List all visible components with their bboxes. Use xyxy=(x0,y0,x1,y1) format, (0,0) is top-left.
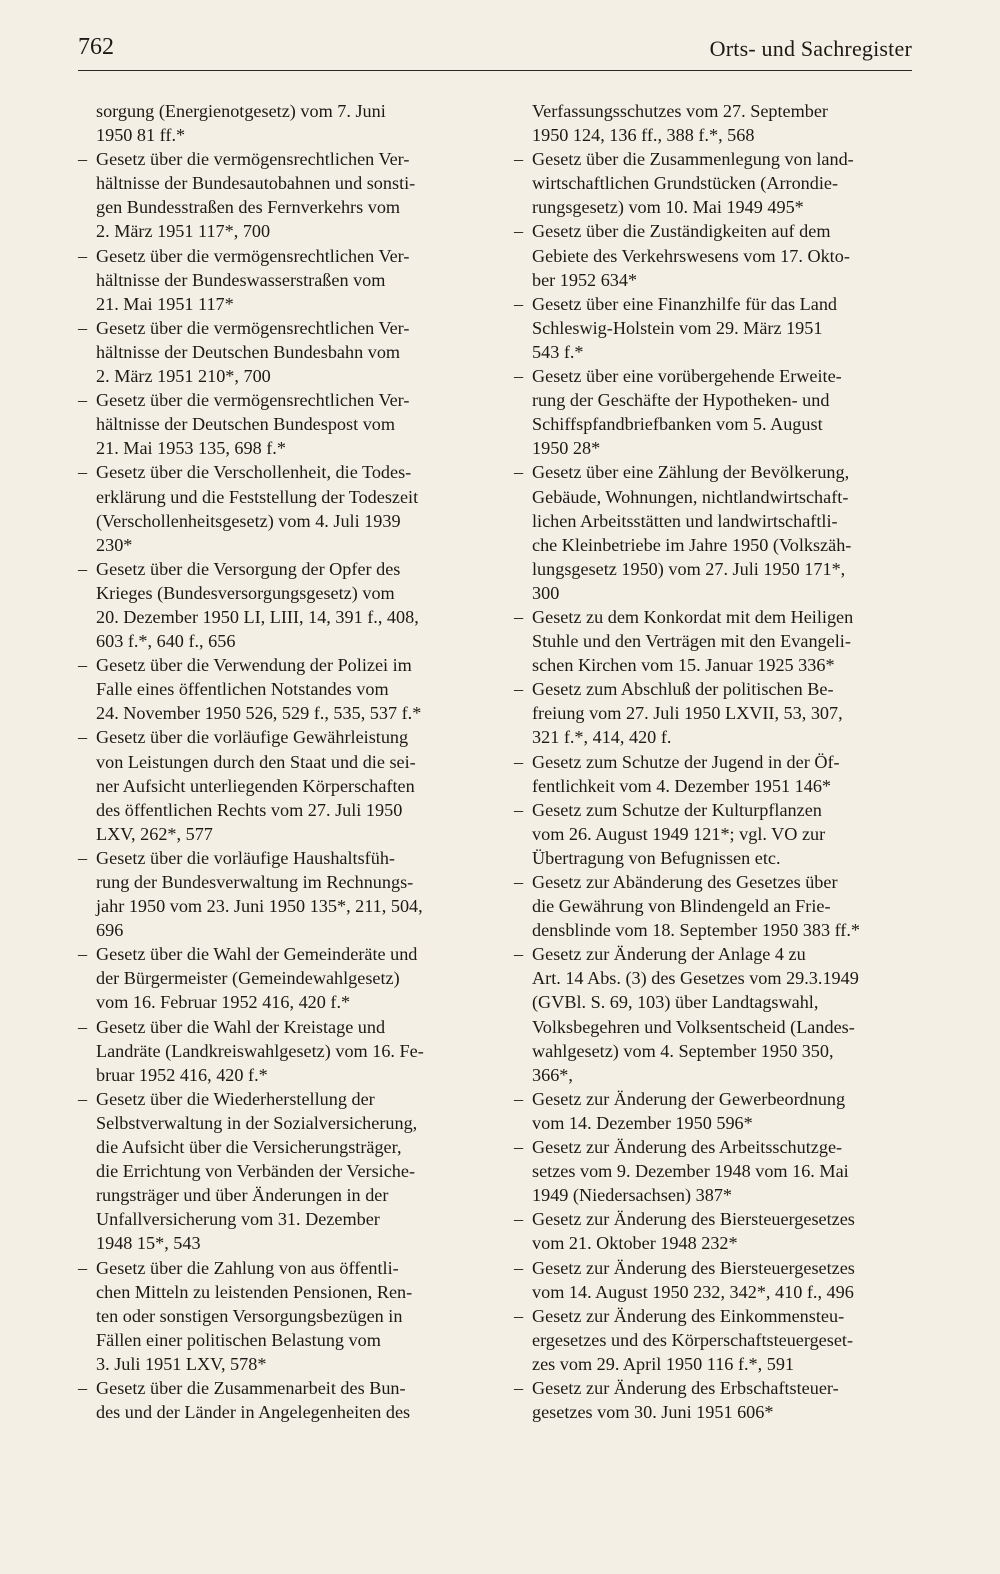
entry-line: sorgung (Energienotgesetz) vom 7. Juni xyxy=(96,101,386,121)
entry-line: jahr 1950 vom 23. Juni 1950 135*, 211, 504, xyxy=(96,896,423,917)
entry-line: – Gesetz zur Änderung des Erbschaftsteuer- xyxy=(532,1377,839,1398)
entry-line: ten oder sonstigen Versorgungsbezügen in xyxy=(96,1305,403,1326)
entry-line: – Gesetz über eine Zählung der Bevölkerung, xyxy=(532,462,850,483)
entry-line: rungsgesetz) vom 10. Mai 1949 495* xyxy=(532,197,804,218)
index-entry xyxy=(514,99,899,147)
entry-line: – Gesetz zum Abschluß der politischen Be- xyxy=(532,679,834,700)
entry-line: LXV, 262*, 577 xyxy=(96,823,213,844)
entry-line: 321 f.*, 414, 420 f. xyxy=(532,727,672,748)
entry-line: – Gesetz über die vermögensrechtlichen Ver- xyxy=(96,390,410,411)
entry-line: – Gesetz über die Wahl der Kreistage und xyxy=(96,1016,386,1037)
index-entry xyxy=(514,605,899,677)
entry-line: Fällen einer politischen Belastung vom xyxy=(96,1329,381,1350)
entry-line: Gebäude, Wohnungen, nichtlandwirtschaft- xyxy=(532,486,849,507)
entry-line: ergesetzes und des Körperschaftsteuergeset- xyxy=(532,1329,854,1350)
entry-line: lungsgesetz 1950) vom 27. Juli 1950 171*, xyxy=(532,558,846,579)
entry-line: – Gesetz zum Schutze der Kulturpflanzen xyxy=(532,799,822,820)
entry-line: Stuhle und den Verträgen mit den Evangeli- xyxy=(532,631,851,652)
entry-line: – Gesetz zur Änderung des Biersteuergesetzes xyxy=(532,1257,855,1278)
entry-line: rung der Bundesverwaltung im Rechnungs- xyxy=(96,872,414,892)
entry-line: Schiffspfandbriefbanken vom 5. August xyxy=(532,414,823,435)
index-entry xyxy=(78,1015,463,1087)
entry-line: vom 26. August 1949 121*; vgl. VO zur xyxy=(532,823,826,844)
entry-line: (Verschollenheitsgesetz) vom 4. Juli 1939 xyxy=(96,510,401,531)
entry-line: chen Mitteln zu leistenden Pensionen, Ren- xyxy=(96,1281,413,1302)
entry-line: Übertragung von Befugnissen etc. xyxy=(532,847,781,868)
entry-line: wirtschaftlichen Grundstücken (Arrondie- xyxy=(532,173,839,194)
entry-line: – Gesetz über die vermögensrechtlichen Ver- xyxy=(96,149,410,170)
entry-line: – Gesetz über eine vorübergehende Erweite- xyxy=(532,366,842,387)
entry-line: 21. Mai 1953 135, 698 f.* xyxy=(96,438,286,459)
entry-line: von Leistungen durch den Staat und die sei- xyxy=(96,751,416,772)
entry-line: Landräte (Landkreiswahlgesetz) vom 16. Fe- xyxy=(96,1040,424,1061)
index-entry xyxy=(78,942,463,1014)
index-entry xyxy=(78,316,463,388)
index-entry xyxy=(514,364,899,460)
entry-line: gen Bundesstraßen des Fernverkehrs vom xyxy=(96,197,401,218)
entry-line: – Gesetz zur Änderung des Einkommensteu- xyxy=(532,1305,845,1326)
entry-line: 696 xyxy=(96,920,124,941)
entry-line: – Gesetz über die Wiederherstellung der xyxy=(96,1088,375,1109)
entry-line: – Gesetz zur Änderung des Biersteuergesetzes xyxy=(532,1209,855,1230)
entry-line: hältnisse der Bundeswasserstraßen vom xyxy=(96,269,386,290)
entry-line: (GVBl. S. 69, 103) über Landtagswahl, xyxy=(532,992,819,1013)
index-entry xyxy=(514,1135,899,1207)
entry-line: 603 f.*, 640 f., 656 xyxy=(96,631,236,652)
index-entry xyxy=(78,557,463,653)
entry-line: – Gesetz über die vermögensrechtlichen Ver- xyxy=(96,317,410,338)
entry-line: – Gesetz über die Zusammenarbeit des Bun- xyxy=(96,1377,406,1398)
entry-line: 300 xyxy=(532,582,560,603)
entry-line: – Gesetz über eine Finanzhilfe für das Land xyxy=(532,293,838,314)
entry-line: gesetzes vom 30. Juni 1951 606* xyxy=(532,1402,774,1423)
entry-line: – Gesetz über die Wahl der Gemeinderäte und xyxy=(96,944,418,965)
index-entry xyxy=(514,750,899,798)
index-entry xyxy=(78,1256,463,1376)
index-entry xyxy=(514,677,899,749)
entry-line: – Gesetz zum Schutze der Jugend in der Öf- xyxy=(532,751,840,772)
entry-line: schen Kirchen vom 15. Januar 1925 336* xyxy=(532,655,835,676)
entry-line: Falle eines öffentlichen Notstandes vom xyxy=(96,679,389,700)
entry-line: – Gesetz über die Verwendung der Polizei im xyxy=(96,655,412,676)
index-entry xyxy=(78,147,463,243)
entry-line: vom 14. Dezember 1950 596* xyxy=(532,1112,753,1133)
index-entry xyxy=(514,147,899,219)
entry-line: – Gesetz über die Zuständigkeiten auf dem xyxy=(532,221,831,242)
index-entry xyxy=(514,292,899,364)
index-entry xyxy=(514,798,899,870)
index-entry xyxy=(78,460,463,556)
index-entry xyxy=(78,1376,463,1424)
index-entry xyxy=(514,942,899,1087)
entry-line: 1948 15*, 543 xyxy=(96,1233,201,1254)
entry-line: ber 1952 634* xyxy=(532,269,638,290)
index-entry xyxy=(78,653,463,725)
index-entry xyxy=(514,870,899,942)
entry-line: 230* xyxy=(96,534,133,555)
entry-line: 1950 81 ff.* xyxy=(96,125,186,146)
entry-line: 366*, xyxy=(532,1064,573,1085)
entry-line: – Gesetz zur Änderung der Anlage 4 zu xyxy=(532,944,806,965)
page-number: 762 xyxy=(78,34,114,60)
entry-line: setzes vom 9. Dezember 1948 vom 16. Mai xyxy=(532,1161,849,1182)
entry-line: Verfassungsschutzes vom 27. September xyxy=(532,101,828,121)
index-entry xyxy=(514,460,899,605)
index-entry xyxy=(514,219,899,291)
entry-line: Gebiete des Verkehrswesens vom 17. Okto- xyxy=(532,245,850,266)
entry-line: des öffentlichen Rechts vom 27. Juli 1950 xyxy=(96,799,403,820)
index-entry xyxy=(78,846,463,942)
index-entry xyxy=(78,99,463,147)
entry-line: 1950 28* xyxy=(532,438,601,459)
entry-line: – Gesetz über die vermögensrechtlichen Ver- xyxy=(96,245,410,266)
entry-line: hältnisse der Bundesautobahnen und sonsti- xyxy=(96,173,416,194)
entry-line: 2. März 1951 117*, 700 xyxy=(96,221,271,242)
entry-line: densblinde vom 18. September 1950 383 ff.* xyxy=(532,920,861,941)
entry-line: 1950 124, 136 ff., 388 f.*, 568 xyxy=(532,125,755,146)
entry-line: – Gesetz über die vorläufige Gewährleistung xyxy=(96,727,409,748)
entry-line: che Kleinbetriebe im Jahre 1950 (Volkszäh- xyxy=(532,534,852,555)
page-header xyxy=(78,30,912,71)
entry-line: ner Aufsicht unterliegenden Körperschaften xyxy=(96,775,415,796)
index-entry xyxy=(514,1207,899,1255)
entry-line: – Gesetz zu dem Konkordat mit dem Heiligen xyxy=(532,606,854,627)
entry-line: vom 21. Oktober 1948 232* xyxy=(532,1233,738,1254)
entry-line: – Gesetz über die Zusammenlegung von land- xyxy=(532,149,854,170)
entry-line: Krieges (Bundesversorgungsgesetz) vom xyxy=(96,582,395,603)
index-entry xyxy=(78,1087,463,1256)
index-entry xyxy=(78,388,463,460)
entry-line: die Errichtung von Verbänden der Versiche- xyxy=(96,1161,416,1182)
entry-line: freiung vom 27. Juli 1950 LXVII, 53, 307, xyxy=(532,703,843,724)
entry-line: rung der Geschäfte der Hypotheken- und xyxy=(532,390,830,411)
entry-line: Selbstverwaltung in der Sozialversicherung, xyxy=(96,1112,418,1133)
index-entry xyxy=(514,1304,899,1376)
entry-line: 21. Mai 1951 117* xyxy=(96,293,234,314)
entry-line: bruar 1952 416, 420 f.* xyxy=(96,1064,268,1085)
entry-line: – Gesetz über die Versorgung der Opfer des xyxy=(96,558,401,579)
entry-line: Unfallversicherung vom 31. Dezember xyxy=(96,1209,380,1230)
index-entry xyxy=(514,1256,899,1304)
entry-line: zes vom 29. April 1950 116 f.*, 591 xyxy=(532,1353,795,1374)
entry-line: 1949 (Niedersachsen) 387* xyxy=(532,1185,733,1206)
entry-line: Volksbegehren und Volksentscheid (Landes- xyxy=(532,1016,855,1037)
index-entry xyxy=(514,1087,899,1135)
entry-line: hältnisse der Deutschen Bundespost vom xyxy=(96,414,396,435)
entry-line: rungsträger und über Änderungen in der xyxy=(96,1185,389,1206)
entry-line: vom 14. August 1950 232, 342*, 410 f., 496 xyxy=(532,1281,854,1302)
index-column-left xyxy=(78,99,463,1424)
entry-line: 2. März 1951 210*, 700 xyxy=(96,366,271,387)
entry-line: 3. Juli 1951 LXV, 578* xyxy=(96,1353,267,1374)
entry-line: Art. 14 Abs. (3) des Gesetzes vom 29.3.1949 xyxy=(532,968,859,989)
index-entry xyxy=(514,1376,899,1424)
entry-line: – Gesetz über die Zahlung von aus öffentli- xyxy=(96,1257,399,1278)
index-column-right xyxy=(514,99,899,1424)
entry-line: 24. November 1950 526, 529 f., 535, 537 f.* xyxy=(96,703,422,724)
entry-line: hältnisse der Deutschen Bundesbahn vom xyxy=(96,341,401,362)
entry-line: 543 f.* xyxy=(532,341,584,362)
entry-line: erklärung und die Feststellung der Todeszeit xyxy=(96,486,419,507)
entry-line: fentlichkeit vom 4. Dezember 1951 146* xyxy=(532,775,832,796)
entry-line: die Aufsicht über die Versicherungsträger, xyxy=(96,1137,402,1158)
entry-line: lichen Arbeitsstätten und landwirtschaftli- xyxy=(532,510,838,531)
running-head: Orts- und Sachregister xyxy=(709,36,912,61)
entry-line: – Gesetz über die vorläufige Haushaltsfüh- xyxy=(96,847,395,868)
entry-line: wahlgesetz) vom 4. September 1950 350, xyxy=(532,1040,834,1061)
entry-line: – Gesetz zur Änderung der Gewerbeordnung xyxy=(532,1088,846,1109)
entry-line: der Bürgermeister (Gemeindewahlgesetz) xyxy=(96,968,400,989)
entry-line: – Gesetz zur Abänderung des Gesetzes über xyxy=(532,872,838,892)
entry-line: 20. Dezember 1950 LI, LIII, 14, 391 f., 408, xyxy=(96,606,419,627)
entry-line: vom 16. Februar 1952 416, 420 f.* xyxy=(96,992,351,1013)
entry-line: – Gesetz zur Änderung des Arbeitsschutzge- xyxy=(532,1137,843,1158)
entry-line: Schleswig-Holstein vom 29. März 1951 xyxy=(532,317,823,338)
entry-line: des und der Länder in Angelegenheiten des xyxy=(96,1402,411,1423)
entry-line: – Gesetz über die Verschollenheit, die Todes- xyxy=(96,462,412,483)
index-entry xyxy=(78,244,463,316)
index-entry xyxy=(78,725,463,845)
entry-line: die Gewährung von Blindengeld an Frie- xyxy=(532,896,831,917)
